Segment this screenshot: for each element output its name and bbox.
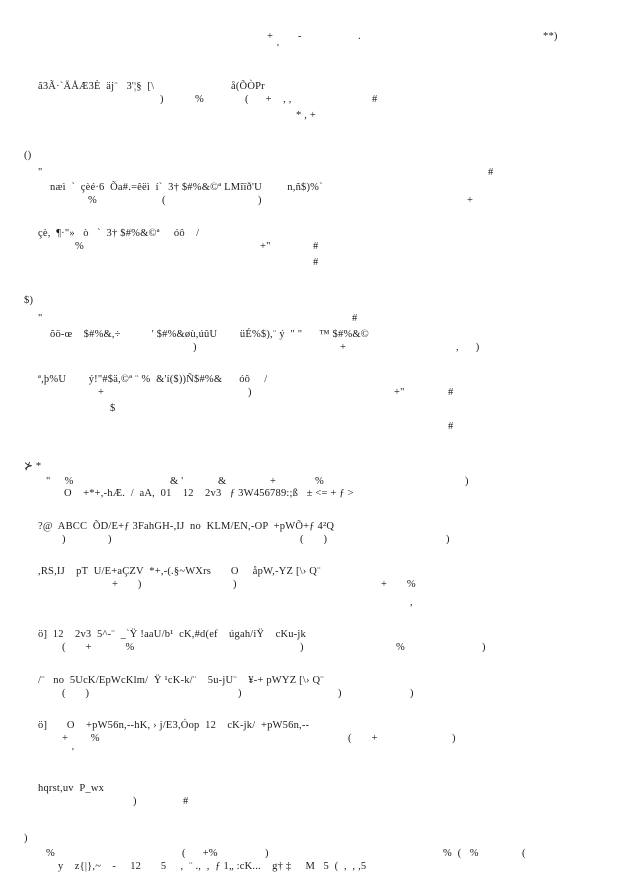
text-line: )	[410, 688, 414, 699]
text-line: #	[352, 313, 358, 324]
text-line: +	[467, 195, 474, 206]
text-line: #	[372, 94, 378, 105]
text-line: %	[88, 195, 97, 206]
text-line: -	[298, 31, 302, 42]
text-line: )	[452, 733, 456, 744]
text-line: %	[396, 642, 405, 653]
text-line: + %	[62, 733, 100, 744]
text-line: & '	[170, 476, 184, 487]
text-line: /¨ no 5UcK/EpWcKlm/ Ÿ ¹cK-k/¨ 5u-jU¨ ¥-+ pWYZ [\› Q¨	[38, 675, 324, 686]
text-line: næì ` çèé·6 Õa#.=êëì í` 3† $#%&©ª LMîïð'U n,ñ$)%`	[50, 182, 323, 193]
text-line: +	[98, 387, 105, 398]
text-line: %	[315, 476, 324, 487]
text-line: )	[465, 476, 469, 487]
text-line: #	[488, 167, 494, 178]
text-line: )	[193, 342, 197, 353]
text-line: * , +	[296, 110, 317, 121]
text-line: +	[270, 476, 277, 487]
text-line: hqrst,uv P_wx	[38, 783, 105, 794]
text-line: ()	[24, 150, 32, 161]
text-line: )	[248, 387, 252, 398]
text-line: õö-œ $#%&,÷ ' $#%&øù,úûU üÉ%$),¨ ý " " ™ $#%&©	[50, 329, 369, 340]
text-line: ã3Ã·`ÄÅÆ3È äj¨ 3'¦§ [\	[38, 81, 155, 92]
text-line: ?@ ABCC ÕD/E+ƒ 3FahGH-,IJ no KLM/EN,-OP +pWÕ+ƒ 4²Q	[38, 521, 335, 532]
text-line: )	[338, 688, 342, 699]
text-line: "	[38, 313, 43, 324]
text-line: )	[482, 642, 486, 653]
text-line: )	[24, 833, 28, 844]
text-line: )	[160, 94, 164, 105]
text-line: $	[110, 403, 116, 414]
text-line: )	[108, 534, 112, 545]
text-line: %	[46, 848, 55, 859]
text-line: +	[267, 31, 274, 42]
text-line: (	[522, 848, 526, 859]
text-line: ( + , ,	[245, 94, 292, 105]
text-line: "	[38, 167, 43, 178]
text-line: )	[300, 642, 304, 653]
text-line: )	[258, 195, 262, 206]
text-line: )	[62, 534, 66, 545]
text-line: )	[265, 848, 269, 859]
text-line: (	[162, 195, 166, 206]
text-line: çè, ¶·"» ò ` 3† $#%&©ª óô /	[38, 228, 200, 239]
text-line: O +*+,-hÆ. / aA, 01 12 2v3 ƒ 3W456789:;ß ± <= + ƒ >	[64, 488, 354, 499]
text-line: %	[75, 241, 84, 252]
text-line: ,RS,IJ pT U/E+aÇZV *+,-(.§~WXrs O åpW,-YZ [\› Q¨	[38, 566, 321, 577]
text-line: )	[233, 579, 237, 590]
text-line: ö] 12 2v3 5^-¨ _`Ÿ !aaU/b¹ cK,#d(ef úgah/iŸ cKu-jk	[38, 629, 306, 640]
text-line: ( +	[348, 733, 378, 744]
text-line: , )	[456, 342, 480, 353]
text-line: #	[448, 387, 454, 398]
text-line: '	[277, 43, 280, 54]
text-line: ö] O +pW56n,--hK, › j/E3,Óop 12 cK-jk/ +pW56n,--	[38, 720, 310, 731]
text-line: #	[183, 796, 189, 807]
text-line: ª,þ%U ý!"#$ä,©ª ¨ % &'í($))Ñ$#%& óô /	[38, 374, 268, 385]
text-line: %	[195, 94, 204, 105]
text-line: +"	[394, 387, 405, 398]
text-line: )	[133, 796, 137, 807]
text-line: ( )	[300, 534, 328, 545]
text-line: +"	[260, 241, 271, 252]
text-line: &	[218, 476, 227, 487]
text-line: #	[313, 241, 319, 252]
text-line: '	[72, 747, 75, 758]
text-line: )	[238, 688, 242, 699]
text-line: ( + %	[62, 642, 135, 653]
text-line: " %	[46, 476, 74, 487]
text-line: y z{|},~ - 12 5 , ¨ ., , ƒ 1„ :cK... g† ‡ M 5 ( , , ,5	[58, 861, 367, 872]
text-line: $)	[24, 295, 34, 306]
text-line: ⊁ *	[24, 461, 42, 472]
text-line: #	[313, 257, 319, 268]
text-line: #	[448, 421, 454, 432]
text-line: +	[340, 342, 347, 353]
text-line: )	[446, 534, 450, 545]
text-line: **)	[543, 31, 558, 42]
text-line: .	[358, 31, 361, 42]
text-line: + )	[112, 579, 142, 590]
text-line: % ( %	[443, 848, 479, 859]
text-line: å(ÕÒPr	[231, 81, 265, 92]
text-line: ( )	[62, 688, 90, 699]
text-line: ,	[410, 597, 413, 608]
text-line: + %	[381, 579, 416, 590]
text-line: ( +%	[182, 848, 218, 859]
